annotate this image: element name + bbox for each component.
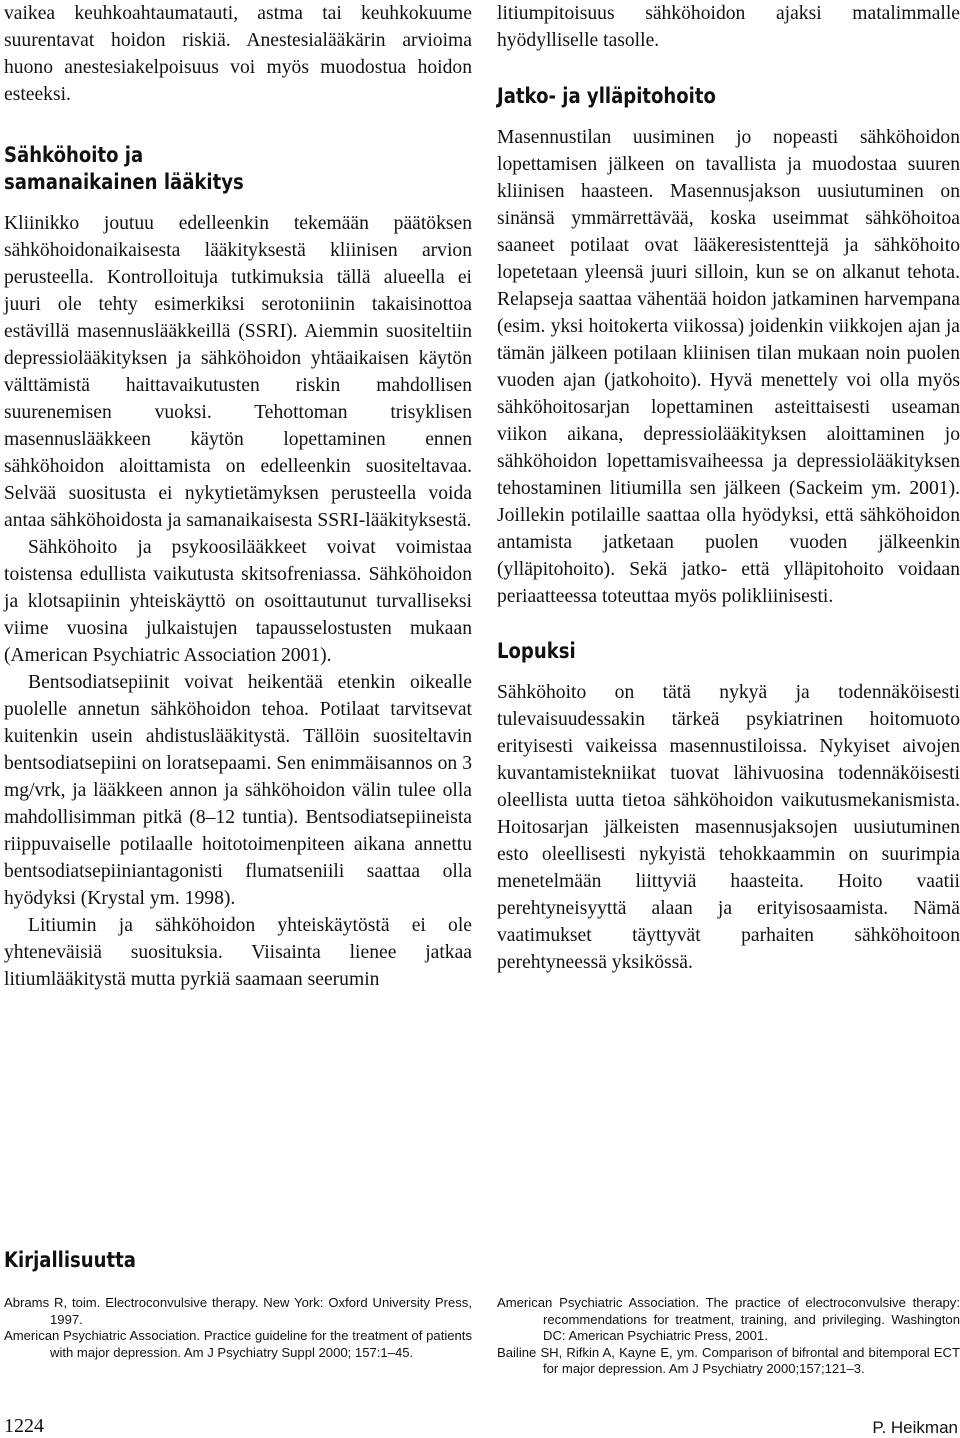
reference-item: Abrams R, toim. Electroconvulsive therapy. New York: Oxford University Press, 1997. <box>4 1295 472 1327</box>
paragraph: Litiumin ja sähköhoidon yhteiskäytöstä ei ole yhteneväisiä suosituksia. Viisainta lienee jatkaa litiumlääkitystä mutta pyrkiä saamaan seerumin <box>4 915 472 990</box>
author-name: P. Heikman <box>872 1418 958 1437</box>
references-left <box>4 1295 472 1361</box>
reference-item: American Psychiatric Association. Practice guideline for the treatment of patients with major depression. Am J Psychiatry Suppl 2000; 157:1–45. <box>4 1328 472 1360</box>
references-heading: Kirjallisuutta <box>4 1248 136 1272</box>
reference-item: American Psychiatric Association. The practice of electroconvulsive therapy: recommendations for treatment, training, and privileging. Washington DC: American Psychiatric Press, 2001. <box>497 1295 960 1343</box>
right-column <box>497 0 960 976</box>
continuation-paragraph: litiumpitoisuus sähköhoidon ajaksi matalimmalle hyödylliselle tasolle. <box>497 3 960 51</box>
left-column <box>4 0 472 993</box>
paragraph: Sähköhoito ja psykoosilääkkeet voivat voimistaa toistensa edullista vaikutusta skitsofreniassa. Sähköhoidon ja klotsapiinin yhteiskäyttö on osoittautunut turvalliseksi viime vuosina julkaistujen tapausselostusten mukaan (American Psychiatric Association 2001). <box>4 537 472 666</box>
references-right <box>497 1295 960 1378</box>
section-heading-maintenance: Jatko- ja ylläpitohoito <box>497 84 716 108</box>
page-number: 1224 <box>4 1415 44 1437</box>
reference-item: Bailine SH, Rifkin A, Kayne E, ym. Comparison of bifrontal and bitemporal ECT for major depression. Am J Psychiatry 2000;157;121–3. <box>497 1344 960 1376</box>
maintenance-paragraph: Masennustilan uusiminen jo nopeasti sähköhoidon lopettamisen jälkeen on tavallista ja muodostaa suuren kliinisen haasteen. Masennusjakson uusiutuminen on sinänsä ymmärrettävää, koska useimmat sähköhoitoa saaneet potilaat ovat lääkeresistenttejä ja sähköhoito lopetetaan yleensä juuri silloin, kun se on alkanut tehota. Relapseja saattaa vähentää hoidon jatkaminen harvempana (esim. yksi hoitokerta viikossa) joidenkin viikkojen ajan ja tämän jälkeen potilaan kliinisen tilan mukaan noin puolen vuoden ajan (jatkohoito). Hyvä menettely voi olla myös sähköhoitosarjan lopettaminen asteittaisesti useaman viikon aikana, depressiolääkityksen aloittaminen jo sähköhoidon lopettamisvaiheessa ja depressiolääkityksen tehostaminen litiumilla sen jälkeen (Sackeim ym. 2001). Joillekin potilaille saattaa olla hyödyksi, että sähköhoidon antamista jatketaan puolen vuoden jälkeenkin (ylläpitohoito). Sekä jatko- että ylläpitohoito voidaan periaatteessa toteuttaa myös polikliinisesti. <box>497 127 960 607</box>
section-heading-conclusion: Lopuksi <box>497 639 576 663</box>
intro-paragraph: vaikea keuhkoahtaumatauti, astma tai keuhkokuume suurentavat hoidon riskiä. Anestesialääkärin arvioima huono anestesiakelpoisuus voi myös muodostua hoidon esteeksi. <box>4 3 472 105</box>
conclusion-paragraph: Sähköhoito on tätä nykyä ja todennäköisesti tulevaisuudessakin tärkeä psykiatrinen hoitomuoto erityisesti vaikeissa masennustiloissa. Nykyiset aivojen kuvantamistekniikat tuovat lähivuosina todennäköisesti oleellista uutta tietoa sähköhoidon vaikutusmekanismista. Hoitosarjan jälkeisten masennusjaksojen uusiutuminen esto oleellisesti nykyistä tehokkaammin on suurimpia menetelmään liittyviä haasteita. Hoito vaatii perehtyneisyyttä alaan ja erityisosaamista. Nämä vaatimukset täyttyvät parhaiten sähköhoitoon perehtyneessä yksikössä. <box>497 682 960 973</box>
paragraph: Kliinikko joutuu edelleenkin tekemään päätöksen sähköhoidonaikaisesta lääkityksestä kliinisen arvion perusteella. Kontrolloituja tutkimuksia tällä alueella ei juuri ole tehty esimerkiksi serotoniinin takaisinottoa estävillä masennuslääkkeillä (SSRI). Aiemmin suositeltiin depressiolääkityksen ja sähköhoidon yhtäaikaisen käytön välttämistä haittavaikutusten riskin mahdollisen suurenemisen vuoksi. Tehottoman trisyklisen masennuslääkkeen käytön lopettaminen ennen sähköhoidon aloittamista on edelleenkin suositeltavaa. Selvää suositusta ei nykytietämyksen perusteella voida antaa sähköhoidosta ja samanaikaisesta SSRI-lääkityksestä. <box>4 213 472 531</box>
section-heading-medication-text: Sähköhoito ja samanaikainen lääkitys <box>4 143 244 194</box>
section-heading-medication <box>4 142 406 196</box>
paragraph: Bentsodiatsepiinit voivat heikentää etenkin oikealle puolelle annetun sähköhoidon tehoa. Potilaat tarvitsevat kuitenkin usein ahdistuslääkitystä. Tällöin suositeltavin bentsodiatsepiini on loratsepaami. Sen enimmäisannos on 3 mg/vrk, ja lääkkeen annon ja sähköhoidon välin tulee olla mahdollisimman pitkä (8–12 tuntia). Bentsodiatsepiineista riippuvaiselle potilaalle hoitotoimenpiteen aikana annettu bentsodiatsepiiniantagonisti flumatseniili saattaa olla hyödyksi (Krystal ym. 1998). <box>4 672 472 909</box>
